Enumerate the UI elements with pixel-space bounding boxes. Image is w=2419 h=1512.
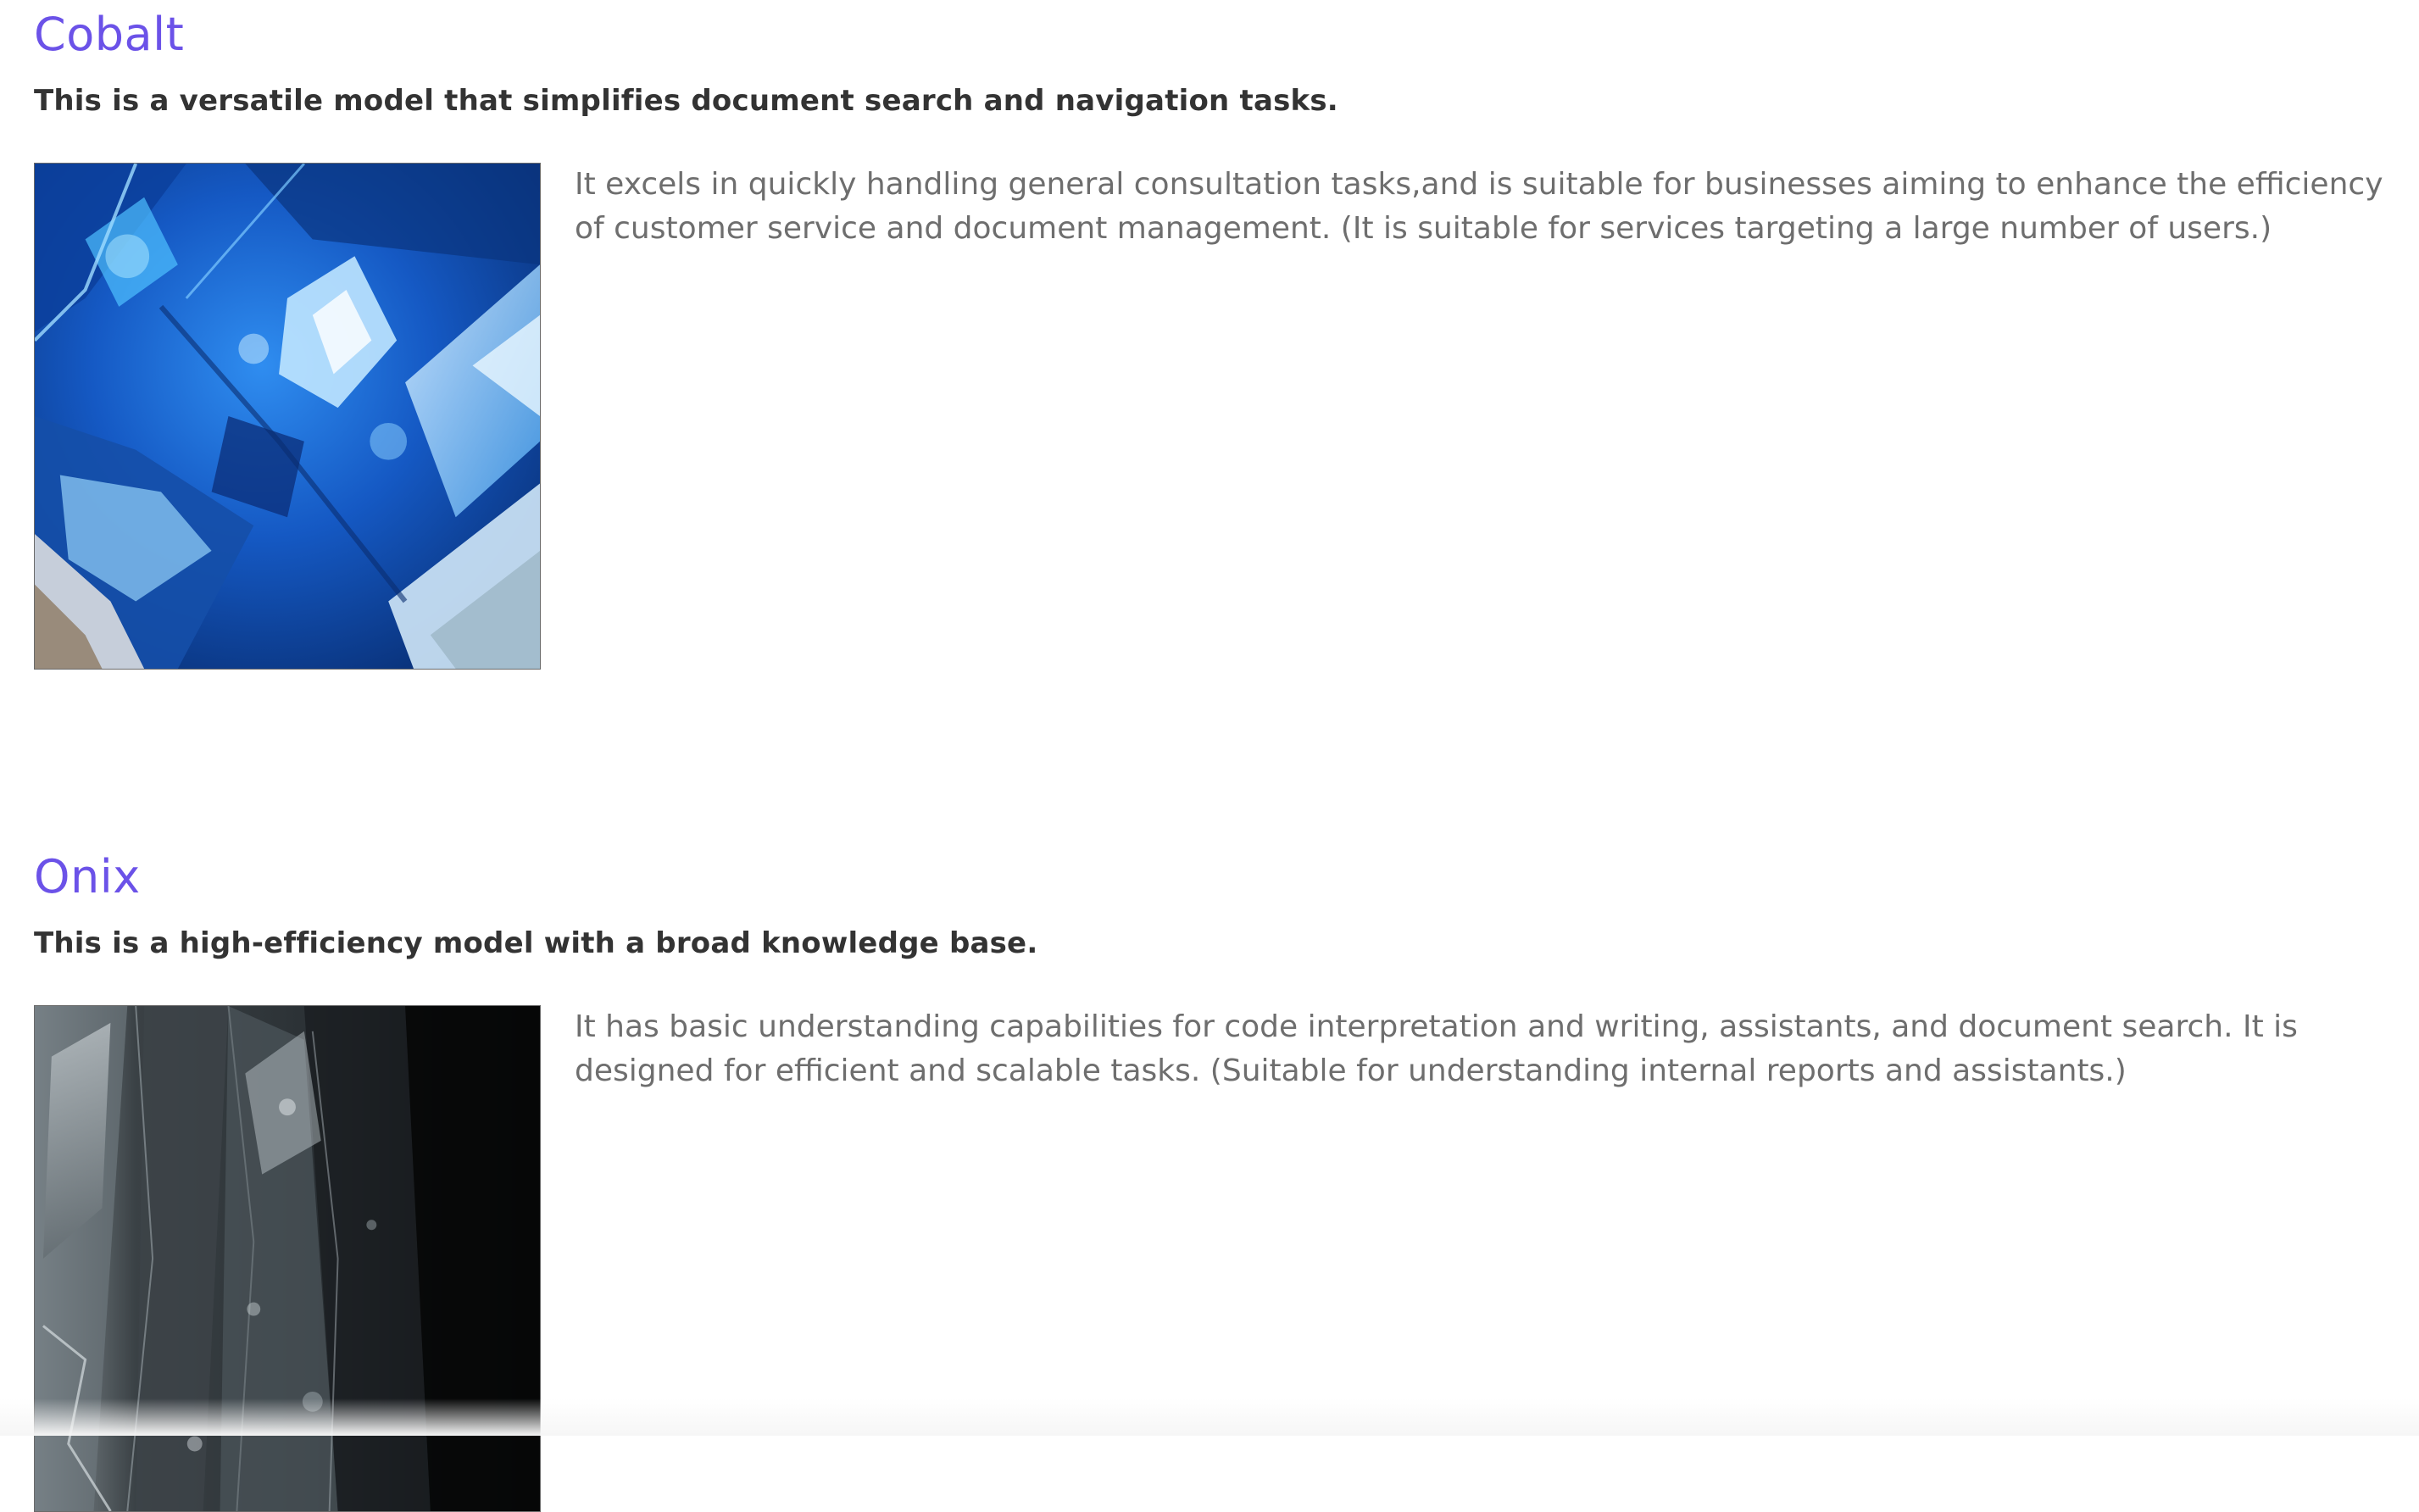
model-subtitle: This is a high-efficiency model with a broad knowledge base. bbox=[34, 926, 1038, 960]
model-card-cobalt bbox=[34, 5, 2402, 246]
onyx-crystal-image bbox=[34, 1005, 541, 1512]
model-card-onix bbox=[34, 848, 2402, 1088]
model-description: It excels in quickly handling general consultation tasks,and is suitable for businesses aiming to enhance the efficiency of customer service and document management. (It is suitable for services targeting a large number of users.) bbox=[575, 167, 2383, 246]
model-subtitle: This is a versatile model that simplifies document search and navigation tasks. bbox=[34, 84, 1338, 118]
model-title: Onix bbox=[34, 850, 141, 903]
model-body bbox=[34, 163, 2402, 670]
model-body bbox=[34, 1005, 2402, 1512]
model-description: It has basic understanding capabilities for code interpretation and writing, assistants, and document search. It is designed for efficient and scalable tasks. (Suitable for understanding internal reports and assistants.) bbox=[575, 1009, 2298, 1088]
model-title: Cobalt bbox=[34, 8, 185, 61]
cobalt-crystal-image bbox=[34, 163, 541, 670]
